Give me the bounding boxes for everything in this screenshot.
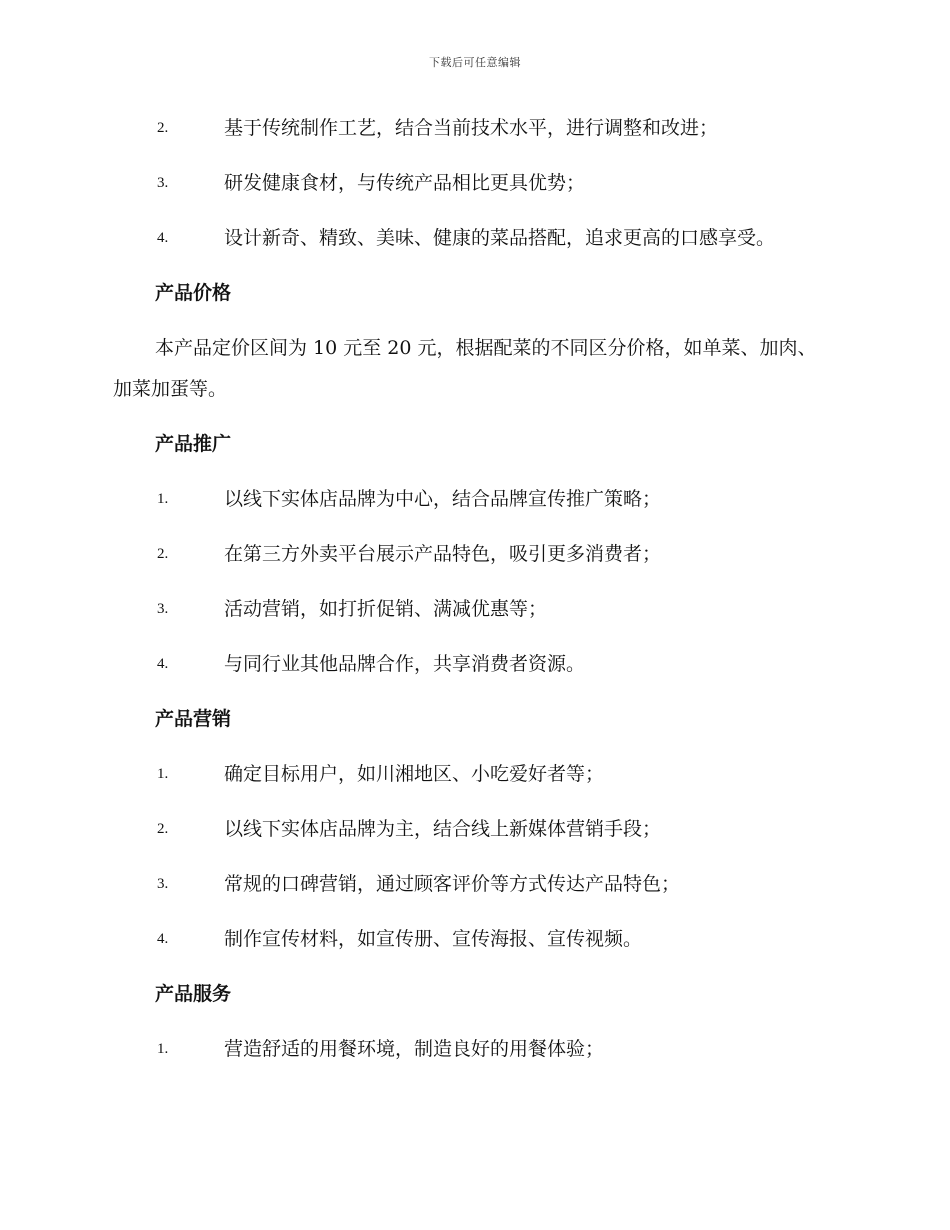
- document-body: [113, 108, 823, 1084]
- list-number: 1.: [157, 491, 169, 507]
- list-number: 3.: [157, 175, 169, 191]
- list-item: [113, 163, 823, 204]
- list-text: 研发健康食材，与传统产品相比更具优势；: [224, 172, 586, 194]
- list-item: [113, 589, 823, 630]
- list-text: 确定目标用户，如川湘地区、小吃爱好者等；: [224, 763, 605, 785]
- list-number: 2.: [157, 120, 169, 136]
- list-text: 以线下实体店品牌为主，结合线上新媒体营销手段；: [224, 818, 662, 840]
- section-heading-price: 产品价格: [155, 282, 232, 304]
- list-item: [113, 754, 823, 795]
- list-text: 制作宣传材料，如宣传册、宣传海报、宣传视频。: [224, 928, 643, 950]
- list-text: 以线下实体店品牌为中心，结合品牌宣传推广策略；: [224, 488, 662, 510]
- list-text: 常规的口碑营销，通过顾客评价等方式传达产品特色；: [224, 873, 681, 895]
- section-heading-service: 产品服务: [155, 983, 232, 1005]
- list-text: 活动营销，如打折促销、满减优惠等；: [224, 598, 548, 620]
- list-text: 营造舒适的用餐环境，制造良好的用餐体验；: [224, 1038, 605, 1060]
- list-number: 1.: [157, 1041, 169, 1057]
- list-number: 4.: [157, 656, 169, 672]
- list-number: 4.: [157, 931, 169, 947]
- list-text: 基于传统制作工艺，结合当前技术水平，进行调整和改进；: [224, 117, 719, 139]
- list-item: [113, 479, 823, 520]
- list-number: 2.: [157, 821, 169, 837]
- list-text: 设计新奇、精致、美味、健康的菜品搭配，追求更高的口感享受。: [224, 227, 776, 249]
- list-number: 3.: [157, 601, 169, 617]
- list-number: 3.: [157, 876, 169, 892]
- header-note: 下载后可任意编辑: [429, 56, 521, 69]
- list-number: 4.: [157, 230, 169, 246]
- price-paragraph: 本产品定价区间为 10 元至 20 元，根据配菜的不同区分价格，如单菜、加肉、加菜加蛋等。: [113, 337, 817, 400]
- list-item: [113, 644, 823, 685]
- list-number: 2.: [157, 546, 169, 562]
- list-item: [113, 864, 823, 905]
- list-item: [113, 108, 823, 149]
- list-item: [113, 218, 823, 259]
- list-text: 与同行业其他品牌合作，共享消费者资源。: [224, 653, 586, 675]
- section-heading-promotion: 产品推广: [155, 433, 232, 455]
- list-number: 1.: [157, 766, 169, 782]
- list-item: [113, 1029, 823, 1070]
- list-item: [113, 919, 823, 960]
- list-item: [113, 534, 823, 575]
- list-text: 在第三方外卖平台展示产品特色，吸引更多消费者；: [224, 543, 662, 565]
- list-item: [113, 809, 823, 850]
- section-heading-marketing: 产品营销: [155, 708, 232, 730]
